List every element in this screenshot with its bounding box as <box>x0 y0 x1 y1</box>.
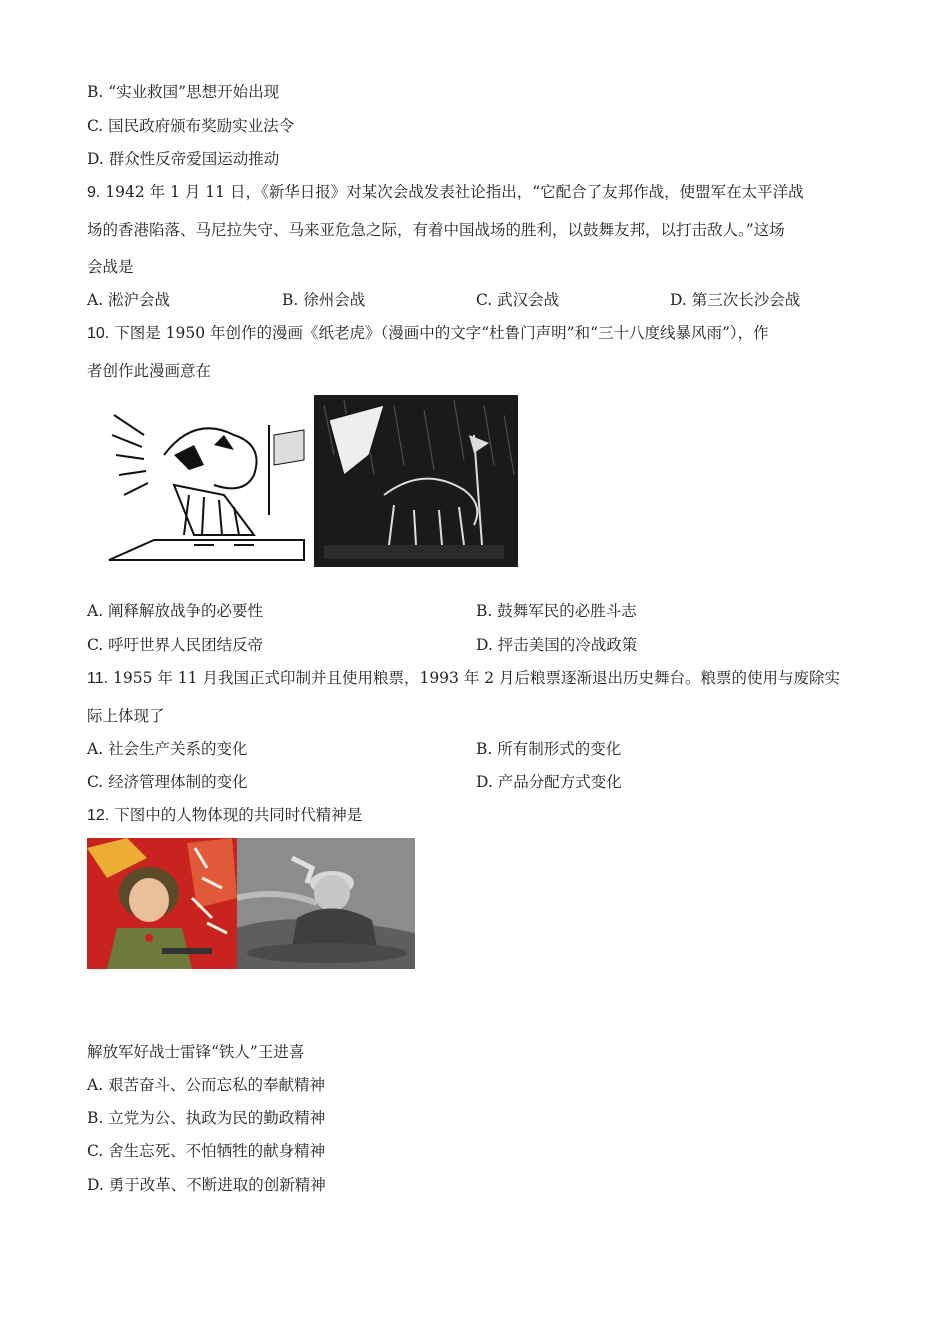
q9-option-a: A. 淞沪会战 <box>87 291 171 309</box>
q12-image-caption: 解放军好战士雷锋“铁人”王进喜 <box>87 1043 305 1061</box>
q11-option-d: D. 产品分配方式变化 <box>476 773 622 791</box>
q11-option-c: C. 经济管理体制的变化 <box>87 773 248 791</box>
q10-stem-2: 者创作此漫画意在 <box>87 362 212 380</box>
prev-option-b: B. “实业救国”思想开始出现 <box>87 83 280 101</box>
q11-stem-1: 1955 年 11 月我国正式印制并且使用粮票，1993 年 2 月后粮票逐渐退出历史舞台。粮票的使用与废除实 <box>113 669 841 687</box>
paper-tiger-cartoon <box>104 395 518 567</box>
q10-option-a: A. 阐释解放战争的必要性 <box>87 602 264 620</box>
q11-option-b: B. 所有制形式的变化 <box>476 740 622 758</box>
q9-stem-2: 场的香港陷落、马尼拉失守、马来亚危急之际，有着中国战场的胜利，以鼓舞友邦，以打击敌人。”这场 <box>87 221 785 239</box>
q12-option-a: A. 艰苦奋斗、公而忘私的奉献精神 <box>87 1076 326 1094</box>
q12-option-d: D. 勇于改革、不断进取的创新精神 <box>87 1176 326 1194</box>
q10-number: 10. <box>87 325 110 342</box>
q12-option-b: B. 立党为公、执政为民的勤政精神 <box>87 1109 326 1127</box>
q11-number: 11. <box>87 670 109 687</box>
q11-stem-2: 际上体现了 <box>87 707 165 725</box>
q10-option-d: D. 抨击美国的冷战政策 <box>476 636 638 654</box>
q11-line1 <box>87 666 840 688</box>
q12-stem-1: 下图中的人物体现的共同时代精神是 <box>114 806 363 824</box>
q9-option-d: D. 第三次长沙会战 <box>670 291 801 309</box>
wang-jinxi-photo <box>237 838 415 969</box>
q9-line1 <box>87 180 804 202</box>
q10-option-c: C. 呼吁世界人民团结反帝 <box>87 636 264 654</box>
q9-number: 9. <box>87 184 101 201</box>
prev-option-c: C. 国民政府颁布奖励实业法令 <box>87 117 295 135</box>
prev-option-d: D. 群众性反帝爱国运动推动 <box>87 150 280 168</box>
q12-option-c: C. 舍生忘死、不怕牺牲的献身精神 <box>87 1142 326 1160</box>
q10-option-b: B. 鼓舞军民的必胜斗志 <box>476 602 637 620</box>
q11-option-a: A. 社会生产关系的变化 <box>87 740 248 758</box>
q10-line1 <box>87 321 769 343</box>
q12-line1 <box>87 803 362 825</box>
q12-number: 12. <box>87 807 110 824</box>
q9-option-b: B. 徐州会战 <box>282 291 366 309</box>
lei-feng-poster-image <box>87 838 237 969</box>
q9-stem-3: 会战是 <box>87 258 134 276</box>
q9-stem-1: 1942 年 1 月 11 日，《新华日报》对某次会战发表社论指出，“它配合了友邦作战，使盟军在太平洋战 <box>105 183 804 201</box>
q9-option-c: C. 武汉会战 <box>476 291 560 309</box>
q10-stem-1: 下图是 1950 年创作的漫画《纸老虎》（漫画中的文字“杜鲁门声明”和“三十八度线暴风雨”），作 <box>114 324 769 342</box>
